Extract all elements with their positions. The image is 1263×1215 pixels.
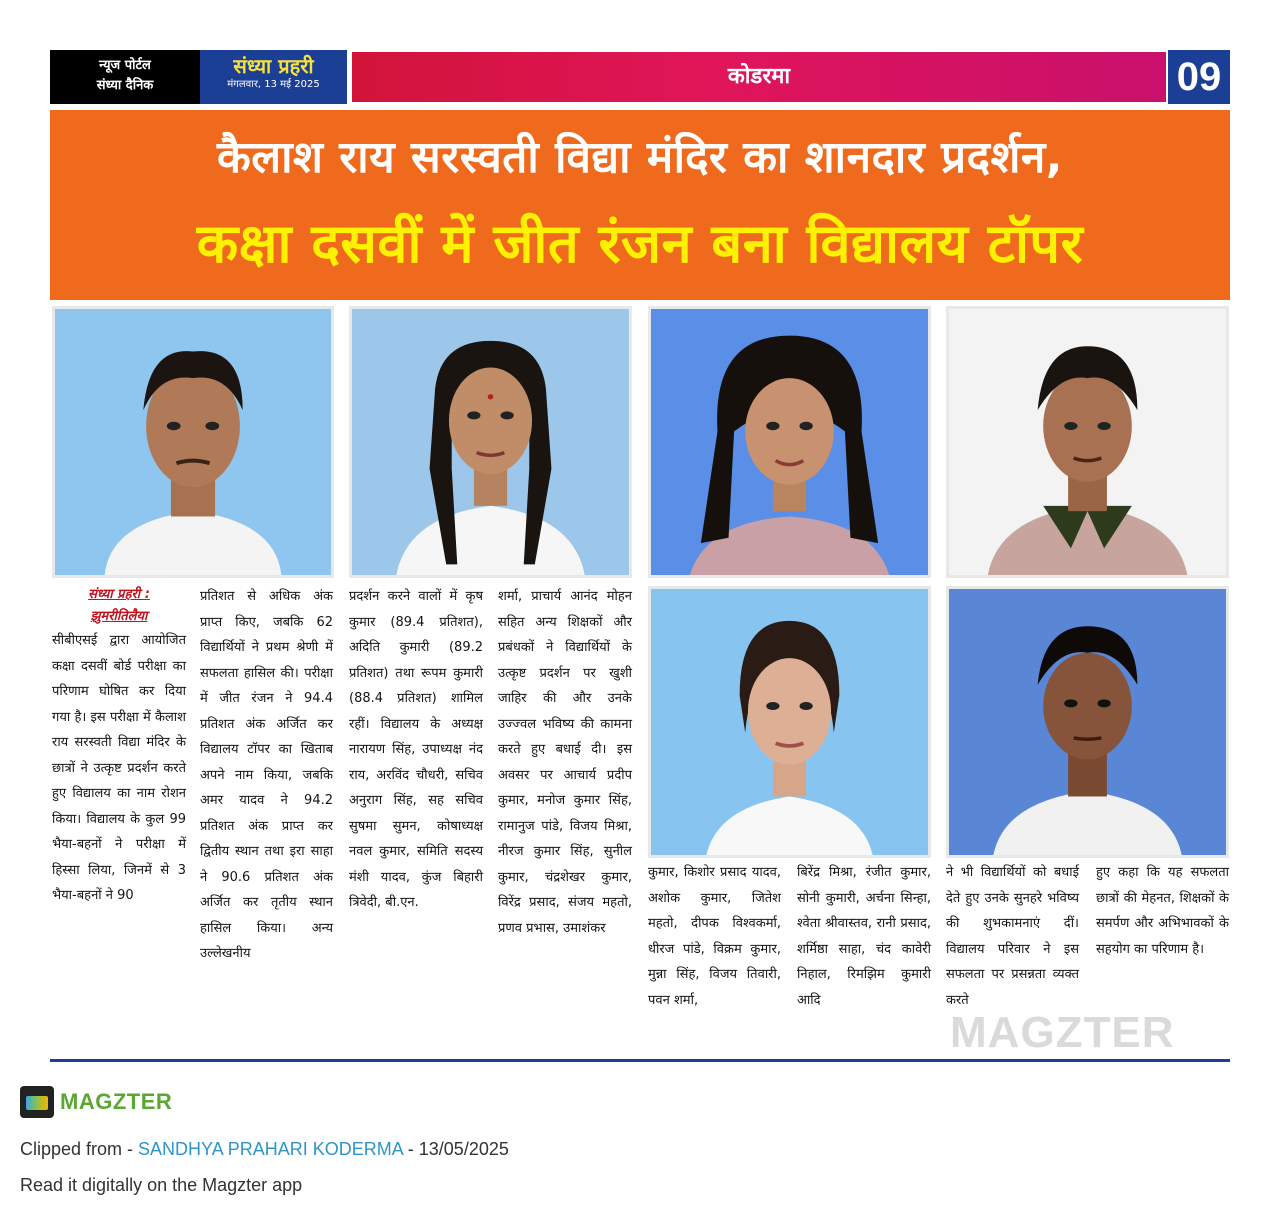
article-column-1 bbox=[52, 584, 186, 909]
student-photo-2-image bbox=[352, 309, 629, 575]
column-5-text: कुमार, किशोर प्रसाद यादव, अशोक कुमार, जितेश महतो, दीपक विश्वकर्मा, धीरज पांडे, विक्रम कुमार, मुन्ना सिंह, विजय तिवारी, पवन शर्मा, bbox=[648, 865, 781, 1008]
article-column-4 bbox=[498, 584, 632, 941]
student-photo-6-image bbox=[949, 589, 1226, 855]
tagline-line1: न्यूज पोर्टल bbox=[99, 58, 151, 73]
clipped-date: - 13/05/2025 bbox=[402, 1139, 509, 1159]
masthead-brand bbox=[200, 50, 350, 104]
article-column-8 bbox=[1096, 860, 1229, 962]
article-column-2 bbox=[200, 584, 333, 967]
tagline-line2: संध्या दैनिक bbox=[96, 78, 154, 93]
student-photo-1-image bbox=[55, 309, 331, 575]
issue-date: मंगलवार, 13 मई 2025 bbox=[227, 79, 320, 90]
article-column-5 bbox=[648, 860, 781, 1013]
student-photo-3-image bbox=[651, 309, 928, 575]
page-number: 09 bbox=[1168, 50, 1230, 104]
student-photo-4-image bbox=[949, 309, 1226, 575]
column-2-text: प्रतिशत से अधिक अंक प्राप्त किए, जबकि 62 विद्यार्थियों ने प्रथम श्रेणी में सफलता हासिल की। परीक्षा में जीत रंजन ने 94.4 प्रतिशत अंक अर्जित कर विद्यालय टॉपर का खिताब अपने नाम किया, जबकि अमर यादव ने 94.2 प्रतिशत अंक प्राप्त कर द्वितीय स्थान तथा इरा साहा ने 90.6 प्रतिशत अंक अर्जित कर तृतीय स्थान हासिल किया। अन्य उल्लेखनीय bbox=[200, 589, 333, 961]
article-column-7 bbox=[946, 860, 1079, 1013]
article-column-6 bbox=[797, 860, 931, 1013]
headline-line1: कैलाश राय सरस्वती विद्या मंदिर का शानदार प्रदर्शन, bbox=[216, 132, 1064, 183]
column-6-text: बिरेंद्र मिश्रा, रंजीत कुमार, सोनी कुमारी, अर्चना सिन्हा, श्वेता श्रीवास्तव, रानी प्रसाद, शर्मिष्ठा साहा, चंद कावेरी निहाल, रिमझिम कुमारी आदि bbox=[797, 865, 931, 1008]
publication-link[interactable]: SANDHYA PRAHARI KODERMA bbox=[138, 1139, 403, 1159]
masthead bbox=[50, 50, 1230, 104]
magzter-watermark: MAGZTER bbox=[950, 1008, 1175, 1057]
column-3-text: प्रदर्शन करने वालों में कृष कुमार (89.4 प्रतिशत), अदिति कुमारी (89.2 प्रतिशत) तथा रूपम कुमारी (88.4 प्रतिशत) शामिल रहीं। विद्यालय के अध्यक्ष नारायण सिंह, उपाध्यक्ष नंद राय, अरविंद चौधरी, सचिव अनुराग सिंह, सह सचिव सुषमा सुमन, कोषाध्यक्ष नवल कुमार, समिति सदस्य मंशी यादव, कुंज बिहारी त्रिवेदी, बी.एन. bbox=[349, 589, 483, 910]
student-photo-3 bbox=[648, 306, 931, 578]
column-4-text: शर्मा, प्राचार्य आनंद मोहन सहित अन्य शिक्षकों और प्रबंधकों ने विद्यार्थियों के उत्कृष्ट प्रदर्शन पर खुशी जाहिर की और उनके उज्ज्वल भविष्य की कामना करते हुए बधाई दी। इस अवसर पर आचार्य प्रदीप कुमार, मनोज कुमार सिंह, रामानुज पांडे, विजय मिश्रा, नीरज कुमार सिंह, सुनील कुमार, चंद्रशेखर कुमार, विरेंद्र प्रसाद, संजय महतो, प्रणव प्रभास, उमाशंकर bbox=[498, 589, 632, 936]
student-photo-2 bbox=[349, 306, 632, 578]
article-column-3 bbox=[349, 584, 483, 916]
clipped-from-line bbox=[20, 1139, 509, 1160]
byline-source: संध्या प्रहरी : bbox=[88, 587, 150, 602]
column-1-text: सीबीएसई द्वारा आयोजित कक्षा दसवीं बोर्ड परीक्षा का परिणाम घोषित कर दिया गया है। इस परीक्षा में कैलाश राय सरस्वती विद्या मंदिर के छात्रों ने उत्कृष्ट प्रदर्शन करते हुए विद्यालय का नाम रोशन किया। विद्यालय के कुल 99 भैया-बहनों ने परीक्षा में हिस्सा लिया, जिनमें से 3 भैया-बहनों ने 90 bbox=[52, 633, 186, 903]
student-photo-4 bbox=[946, 306, 1229, 578]
masthead-tagline bbox=[50, 50, 200, 104]
headline-banner bbox=[50, 110, 1230, 300]
student-photo-6 bbox=[946, 586, 1229, 858]
section-title: कोडरमा bbox=[352, 52, 1166, 102]
magzter-logo[interactable] bbox=[20, 1086, 172, 1118]
read-digitally-line: Read it digitally on the Magzter app bbox=[20, 1175, 303, 1195]
column-8-text: हुए कहा कि यह सफलता छात्रों की मेहनत, शिक्षकों के समर्पण और अभिभावकों के सहयोग का परिणाम है। bbox=[1096, 865, 1229, 957]
student-photo-5-image bbox=[651, 589, 928, 855]
column-7-text: ने भी विद्यार्थियों को बधाई देते हुए उनके सुनहरे भविष्य की शुभकामनाएं दीं। विद्यालय परिवार ने इस सफलता पर प्रसन्नता व्यक्त करते bbox=[946, 865, 1079, 1008]
headline-line2: कक्षा दसवीं में जीत रंजन बना विद्यालय टॉपर bbox=[196, 212, 1084, 275]
byline-location: झुमरीतिलैया bbox=[90, 609, 148, 624]
clipped-prefix: Clipped from - bbox=[20, 1139, 139, 1159]
magzter-logo-icon bbox=[20, 1086, 54, 1118]
student-photo-5 bbox=[648, 586, 931, 858]
magzter-logo-text: MAGZTER bbox=[60, 1089, 173, 1114]
bottom-rule bbox=[50, 1059, 1230, 1062]
brand-name: संध्या प्रहरी bbox=[233, 54, 314, 78]
newspaper-page bbox=[50, 50, 1230, 1065]
student-photo-1 bbox=[52, 306, 334, 578]
